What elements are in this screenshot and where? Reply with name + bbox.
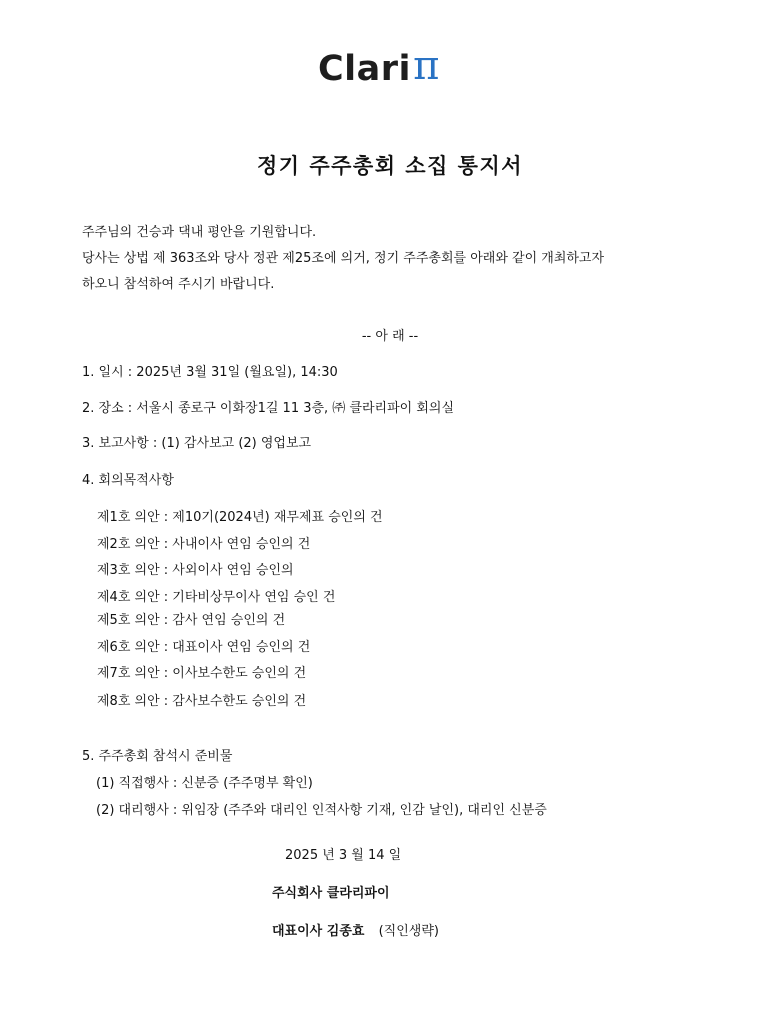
prep-item: (1) 직접행사 : 신분증 (주주명부 확인): [96, 776, 313, 791]
item-place: 2. 장소 : 서울시 종로구 이화장1길 11 3층, ㈜ 클라리파이 회의실: [82, 401, 455, 416]
agenda-item: 제1호 의안 : 제10기(2024년) 재무제표 승인의 건: [97, 510, 383, 525]
company-logo: [318, 43, 440, 92]
pi-icon: π: [413, 43, 440, 89]
seal-note: (직인생략): [378, 924, 439, 939]
agenda-heading: 4. 회의목적사항: [82, 473, 174, 488]
intro-line-1: 주주님의 건승과 댁내 평안을 기원합니다.: [82, 225, 317, 240]
agenda-item: 제5호 의안 : 감사 연임 승인의 건: [97, 613, 286, 628]
logo-text: Clari: [318, 49, 412, 89]
prep-heading: 5. 주주총회 참석시 준비물: [82, 749, 233, 764]
ceo-title-name: 대표이사 김종효: [272, 924, 365, 939]
item-report: 3. 보고사항 : (1) 감사보고 (2) 영업보고: [82, 436, 312, 451]
intro-line-3: 하오니 참석하여 주시기 바랍니다.: [82, 277, 275, 292]
signature-line: [272, 920, 439, 939]
intro-line-2: 당사는 상법 제 363조와 당사 정관 제25조에 의거, 정기 주주총회를 아래와 같이 개최하고자: [82, 251, 605, 266]
issue-date: 2025 년 3 월 14 일: [285, 848, 402, 863]
agenda-item: 제7호 의안 : 이사보수한도 승인의 건: [97, 666, 307, 681]
agenda-item: 제6호 의안 : 대표이사 연임 승인의 건: [97, 640, 311, 655]
document-title: 정기 주주총회 소집 통지서: [256, 154, 524, 178]
agenda-item: 제2호 의안 : 사내이사 연임 승인의 건: [97, 537, 311, 552]
agenda-item: 제4호 의안 : 기타비상무이사 연임 승인 건: [97, 590, 336, 605]
agenda-item: 제8호 의안 : 감사보수한도 승인의 건: [97, 694, 307, 709]
divider-heading: -- 아 래 --: [361, 329, 419, 344]
company-name: 주식회사 클라리파이: [272, 886, 390, 901]
prep-item: (2) 대리행사 : 위임장 (주주와 대리인 인적사항 기재, 인감 날인), 대리인 신분증: [96, 803, 547, 818]
agenda-item: 제3호 의안 : 사외이사 연임 승인의: [97, 563, 294, 578]
item-date: 1. 일시 : 2025년 3월 31일 (월요일), 14:30: [82, 365, 338, 380]
